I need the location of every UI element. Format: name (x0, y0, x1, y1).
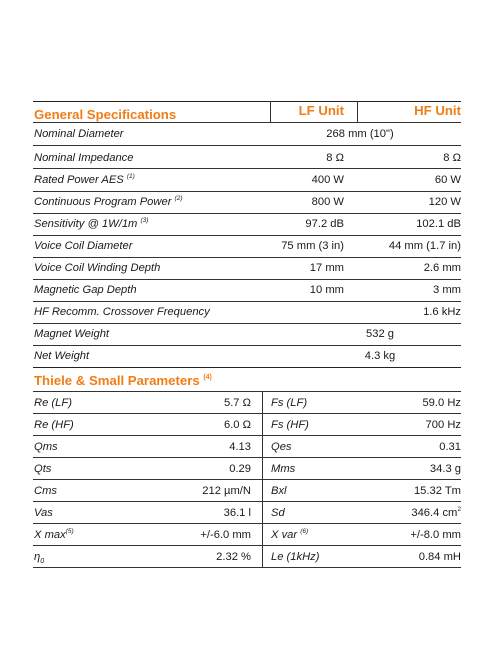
lf-value: 97.2 dB (305, 218, 344, 230)
general-specs-title: General Specifications (34, 107, 177, 122)
lf-value: 75 mm (3 in) (281, 240, 344, 252)
param-value: 34.3 g (429, 463, 461, 475)
param-label: Re (LF) (34, 397, 72, 409)
section-top-rule (33, 101, 461, 102)
hf-value: 60 W (434, 174, 461, 186)
param-value: +/-6.0 mm (200, 529, 251, 541)
param-label: X $\max^{(5)}$ (34, 528, 74, 541)
param-label: X var $^{(6)}$ (271, 528, 309, 541)
row-rule (33, 523, 461, 524)
row-rule (33, 301, 461, 302)
param-value: 0.31 (439, 441, 461, 453)
param-value: 212 µm/N (202, 485, 251, 497)
lf-unit-header: LF Unit (298, 103, 344, 118)
hf-value: 1.6 kHz (423, 306, 461, 318)
param-value: 5.7 Ω (223, 397, 251, 409)
param-label: Mms (271, 463, 296, 475)
hf-value: 3 mm (433, 284, 461, 296)
spec-label: Rated Power AES $^{(1)}$ (34, 173, 135, 186)
spec-label: Continuous Program Power $^{(2)}$ (34, 195, 183, 208)
lf-value: 400 W (311, 174, 344, 186)
param-value: 36.1 l (223, 507, 251, 519)
param-label: Bxl (271, 485, 287, 497)
column-divider (270, 101, 271, 122)
row-rule (33, 435, 461, 436)
param-label: Qms (34, 441, 58, 453)
spec-value-spanned: 532 g (366, 328, 394, 340)
spec-label: Voice Coil Winding Depth (34, 262, 161, 274)
param-label: Qts (34, 463, 52, 475)
hf-value: 2.6 mm (423, 262, 461, 274)
param-value: 15.32 Tm (413, 485, 461, 497)
param-label: Qes (271, 441, 292, 453)
param-label: Sd (271, 507, 285, 519)
section-rule (33, 367, 461, 368)
param-label: $\eta_0$ (34, 551, 45, 566)
lf-value: 10 mm (309, 284, 344, 296)
row-rule (33, 479, 461, 480)
spec-label: Nominal Impedance (34, 152, 134, 164)
hf-value: 120 W (428, 196, 461, 208)
param-label: Le (1kHz) (271, 551, 320, 563)
spec-label: HF Recomm. Crossover Frequency (34, 306, 210, 318)
param-label: Fs (LF) (271, 397, 308, 409)
spec-label: Net Weight (34, 350, 90, 362)
param-value: 59.0 Hz (422, 397, 461, 409)
lf-value: 800 W (311, 196, 344, 208)
row-rule (33, 345, 461, 346)
row-rule (33, 323, 461, 324)
row-rule (33, 413, 461, 414)
param-label: Cms (34, 485, 57, 497)
table-bottom-rule (33, 567, 461, 568)
spec-label: Voice Coil Diameter (34, 240, 133, 252)
spec-value-spanned: 4.3 kg (364, 350, 396, 362)
lf-value: 17 mm (309, 262, 344, 274)
row-rule (33, 545, 461, 546)
param-value: 4.13 (229, 441, 251, 453)
column-divider (357, 101, 358, 122)
row-rule (33, 391, 461, 392)
hf-value: 44 mm (1.7 in) (388, 240, 461, 252)
param-value: 0.29 (229, 463, 251, 475)
param-value: 0.84 mH (418, 551, 461, 563)
param-label: Fs (HF) (271, 419, 309, 431)
param-value: 346.4 $cm^2$ (411, 506, 461, 519)
row-rule (33, 279, 461, 280)
spec-label: Magnetic Gap Depth (34, 284, 137, 296)
spec-label: Sensitivity @ 1W/1m $^{(3)}$ (34, 217, 149, 230)
param-value: 6.0 Ω (223, 419, 251, 431)
param-value: +/-8.0 mm (410, 529, 461, 541)
param-label: Vas (34, 507, 53, 519)
spec-label: Magnet Weight (34, 328, 110, 340)
row-rule (33, 457, 461, 458)
row-rule (33, 145, 461, 146)
row-rule (33, 235, 461, 236)
row-rule (33, 257, 461, 258)
param-label: Re (HF) (34, 419, 74, 431)
hf-unit-header: HF Unit (414, 103, 461, 118)
hf-value: 102.1 dB (416, 218, 461, 230)
spec-label: Nominal Diameter (34, 128, 124, 140)
row-rule (33, 168, 461, 169)
hf-value: 8 Ω (443, 152, 461, 164)
row-rule (33, 122, 461, 123)
lf-value: 8 Ω (326, 152, 344, 164)
param-value: 2.32 % (216, 551, 251, 563)
thiele-small-title: Thiele & Small Parameters $^{(4)}$ (34, 373, 212, 388)
row-rule (33, 501, 461, 502)
row-rule (33, 191, 461, 192)
param-value: 700 Hz (425, 419, 461, 431)
row-rule (33, 213, 461, 214)
spec-value-spanned: 268 mm (10") (326, 128, 394, 140)
